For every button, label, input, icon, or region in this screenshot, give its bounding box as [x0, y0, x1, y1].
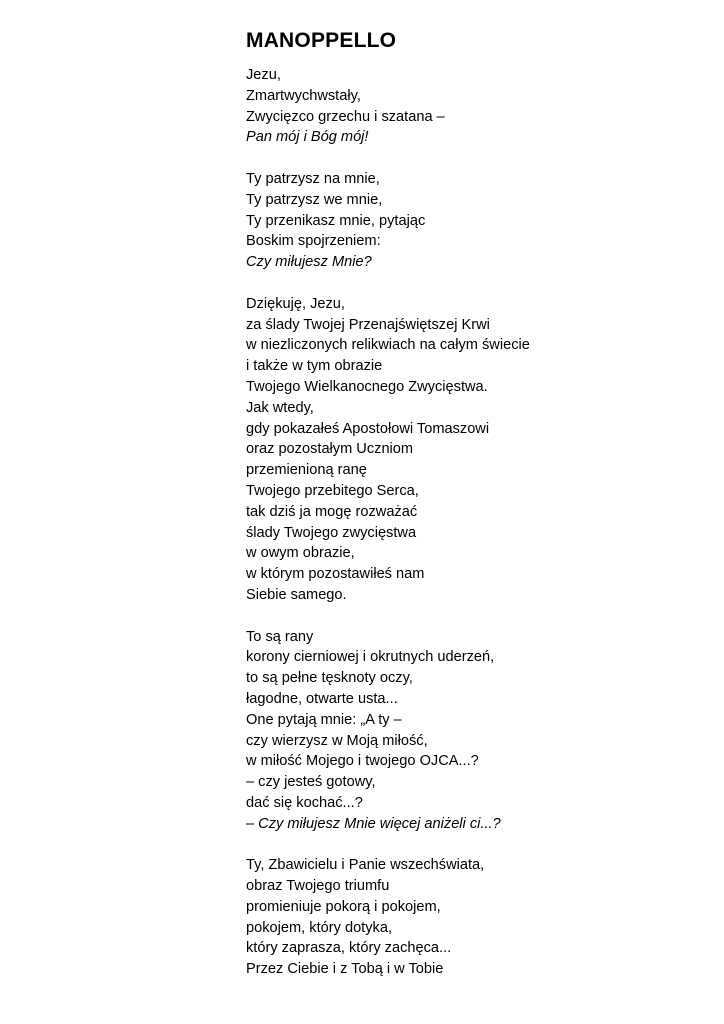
- poem-line: Siebie samego.: [246, 586, 347, 603]
- poem-stanza-4: [246, 627, 716, 835]
- poem-line: przemienioną ranę: [246, 462, 367, 479]
- poem-line: One pytają mnie: „A ty –: [246, 711, 402, 728]
- poem-line: który zaprasza, który zachęca...: [246, 940, 452, 957]
- poem-line: pokojem, który dotyka,: [246, 919, 393, 936]
- poem-line: w niezliczonych relikwiach na całym świecie: [246, 337, 530, 354]
- poem-line: To są rany: [246, 628, 314, 645]
- poem-line: tak dziś ja mogę rozważać: [246, 503, 418, 520]
- poem-line: w miłość Mojego i twojego OJCA...?: [246, 753, 479, 770]
- poem-line: – Czy miłujesz Mnie więcej aniżeli ci...?: [246, 815, 501, 832]
- poem-body: [246, 65, 716, 1001]
- poem-line: czy wierzysz w Moją miłość,: [246, 732, 428, 749]
- poem-line: Zmartwychwstały,: [246, 87, 361, 104]
- poem-line: promieniuje pokorą i pokojem,: [246, 898, 441, 915]
- poem-line: obraz Twojego triumfu: [246, 878, 390, 895]
- poem-line: w którym pozostawiłeś nam: [246, 566, 425, 583]
- poem-line: gdy pokazałeś Apostołowi Tomaszowi: [246, 420, 490, 437]
- poem-line: łagodne, otwarte usta...: [246, 690, 398, 707]
- poem-line: korony cierniowej i okrutnych uderzeń,: [246, 649, 495, 666]
- poem-line: Ty przenikasz mnie, pytając: [246, 212, 426, 229]
- poem-line: Twojego przebitego Serca,: [246, 482, 419, 499]
- poem-line: Ty patrzysz we mnie,: [246, 191, 383, 208]
- poem-line: Ty patrzysz na mnie,: [246, 170, 380, 187]
- poem-stanza-5: [246, 855, 716, 980]
- poem-line: – czy jesteś gotowy,: [246, 774, 376, 791]
- poem-line: Czy miłujesz Mnie?: [246, 254, 372, 271]
- poem-line: oraz pozostałym Uczniom: [246, 441, 414, 458]
- poem-line: Ty, Zbawicielu i Panie wszechświata,: [246, 857, 485, 874]
- poem-stanza-2: [246, 169, 716, 273]
- poem-line: Dziękuję, Jezu,: [246, 295, 345, 312]
- poem-line: dać się kochać...?: [246, 794, 363, 811]
- poem-line: Boskim spojrzeniem:: [246, 233, 381, 250]
- poem-line: Twojego Wielkanocnego Zwycięstwa.: [246, 378, 488, 395]
- poem-line: za ślady Twojej Przenajświętszej Krwi: [246, 316, 490, 333]
- poem-stanza-1: [246, 65, 716, 148]
- poem-line: to są pełne tęsknoty oczy,: [246, 670, 413, 687]
- poem-line: Pan mój i Bóg mój!: [246, 129, 369, 146]
- poem-line: Zwycięzco grzechu i szatana –: [246, 108, 445, 125]
- poem-line: i także w tym obrazie: [246, 358, 383, 375]
- poem-line: w owym obrazie,: [246, 545, 355, 562]
- poem-line: ślady Twojego zwycięstwa: [246, 524, 417, 541]
- poem-line: Przez Ciebie i z Tobą i w Tobie: [246, 961, 444, 978]
- poem-title: MANOPPELLO: [246, 29, 397, 52]
- poem-line: Jak wtedy,: [246, 399, 314, 416]
- poem-stanza-3: [246, 294, 716, 606]
- poem-line: Jezu,: [246, 67, 281, 83]
